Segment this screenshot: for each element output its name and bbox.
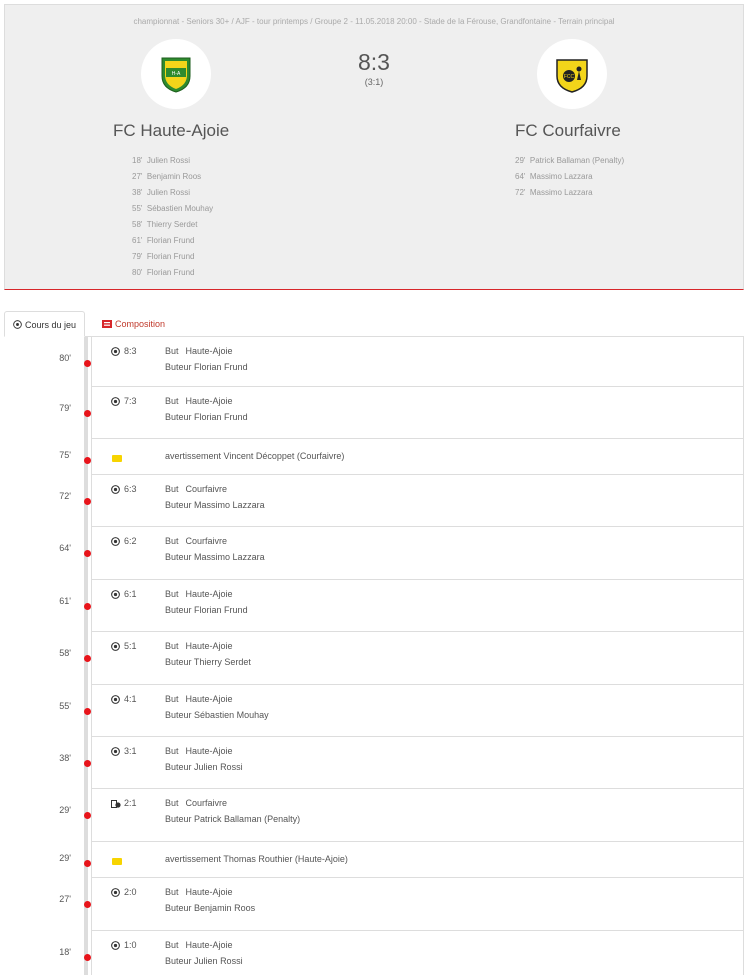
soccer-ball-icon [111,747,120,758]
tab-timeline[interactable] [4,311,85,337]
event-scorer-label: Buteur [165,814,192,824]
scorer-item [132,201,213,217]
event-minute: 29' [59,853,71,863]
timeline-event [59,842,744,878]
event-minute: 80' [59,353,71,363]
event-dot [84,360,91,367]
soccer-ball-icon [111,485,120,496]
event-type: But [165,641,179,651]
event-scorer [165,605,248,615]
scorer-item [132,185,213,201]
event-scorer-label: Buteur [165,552,192,562]
event-dot [84,498,91,505]
event-title [165,798,227,808]
event-title [165,484,227,494]
event-scorer-name[interactable]: Julien Rossi [194,956,243,966]
timeline-event [59,387,744,439]
event-dot [84,860,91,867]
event-scorer-name[interactable]: Thierry Serdet [193,657,251,667]
event-scorer-name[interactable]: Florian Frund [194,412,248,422]
timeline-event [59,439,744,475]
event-scorer-label: Buteur [165,412,192,422]
event-scorer-label: Buteur [165,903,192,913]
scorer-item [132,169,213,185]
event-type: But [165,887,179,897]
match-header [4,4,744,290]
scorer-minute: 79' [132,252,143,261]
match-meta: championnat - Seniors 30+ / AJF - tour printemps / Groupe 2 - 11.05.2018 20:00 - Stade de la Férouse, Grandfontaine - Terrain principal [133,17,615,26]
scorer-name: Massimo Lazzara [529,188,593,197]
tab-timeline-label: Cours du jeu [25,320,77,330]
event-type: But [165,589,179,599]
event-scorer-name[interactable]: Florian Frund [194,362,248,372]
event-title [165,589,233,599]
scorer-minute: 18' [132,156,143,165]
event-minute: 64' [59,543,71,553]
event-scorer [165,956,243,966]
event-team[interactable]: Courfaivre [185,798,228,808]
timeline-event [59,878,744,931]
event-team[interactable]: Haute-Ajoie [185,694,233,704]
scorer-item [515,169,624,185]
event-scorer [165,903,255,913]
event-minute: 38' [59,753,71,763]
scorer-name: Thierry Serdet [146,220,198,229]
event-dot [84,708,91,715]
event-score: 6:2 [124,536,137,546]
event-type: But [165,484,179,494]
event-scorer [165,710,269,720]
lineup-icon [102,312,112,338]
event-scorer-name[interactable]: Massimo Lazzara [194,500,265,510]
event-scorer-label: Buteur [165,500,192,510]
soccer-ball-icon [111,941,120,952]
event-title [165,940,233,950]
event-minute: 29' [59,805,71,815]
timeline-event [59,475,744,527]
event-scorer-label: Buteur [165,956,192,966]
event-minute: 75' [59,450,71,460]
event-scorer-name[interactable]: Sébastien Mouhay [194,710,269,720]
event-dot [84,812,91,819]
event-team[interactable]: Courfaivre [185,536,228,546]
penalty-icon [111,799,121,811]
timeline-event [59,789,744,842]
event-type: But [165,798,179,808]
scorer-item [132,217,213,233]
timeline-event [59,527,744,580]
soccer-ball-icon [111,642,120,653]
event-minute: 72' [59,491,71,501]
scorer-item [132,233,213,249]
scorer-name: Florian Frund [146,236,195,245]
event-score: 4:1 [124,694,137,704]
svg-text:H-A: H-A [171,71,181,77]
event-type: But [165,536,179,546]
event-scorer [165,552,265,562]
event-title [165,641,233,651]
event-score: 8:3 [124,346,137,356]
timeline-event [59,931,744,975]
scorer-item [515,185,624,201]
scorer-minute: 27' [132,172,143,181]
event-team[interactable]: Haute-Ajoie [185,589,233,599]
event-minute: 79' [59,403,71,413]
tab-lineup-label: Composition [115,319,166,329]
event-type: But [165,346,179,356]
scorer-name: Massimo Lazzara [529,172,593,181]
timeline-event [59,337,744,387]
yellow-card-icon [112,858,122,865]
scorer-name: Julien Rossi [146,188,191,197]
timeline-event [59,632,744,685]
event-type: But [165,396,179,406]
event-title [165,536,227,546]
home-team-name[interactable]: FC Haute-Ajoie [113,121,230,140]
event-type: But [165,694,179,704]
event-dot [84,603,91,610]
yellow-card-icon [112,455,122,462]
event-score: 5:1 [124,641,137,651]
timeline-event [59,580,744,632]
event-scorer-name[interactable]: Julien Rossi [194,762,243,772]
event-minute: 61' [59,596,71,606]
event-dot [84,954,91,961]
scorer-minute: 58' [132,220,143,229]
event-team[interactable]: Haute-Ajoie [185,746,233,756]
scorer-name: Florian Frund [146,252,195,261]
event-scorer-name[interactable]: Massimo Lazzara [194,552,265,562]
event-title [165,887,233,897]
event-scorer [165,500,265,510]
event-scorer [165,814,300,824]
event-scorer-label: Buteur [165,362,192,372]
timeline-event [59,737,744,789]
soccer-ball-icon [111,397,120,408]
soccer-ball-icon [13,313,22,339]
final-score: 8:3 [358,49,390,75]
event-scorer [165,362,248,372]
event-scorer-label: Buteur [165,710,192,720]
event-score: 1:0 [124,940,137,950]
scorer-name: Julien Rossi [146,156,191,165]
event-dot [84,760,91,767]
scorer-name: Florian Frund [146,268,195,277]
event-team[interactable]: Courfaivre [185,484,228,494]
event-title [165,694,233,704]
soccer-ball-icon [111,590,120,601]
timeline-event [59,685,744,737]
event-dot [84,655,91,662]
soccer-ball-icon [111,537,120,548]
event-team[interactable]: Haute-Ajoie [185,396,233,406]
event-score: 2:0 [124,887,137,897]
event-scorer [165,762,243,772]
event-scorer-name[interactable]: Benjamin Roos [194,903,256,913]
event-team[interactable]: Haute-Ajoie [185,887,233,897]
event-dot [84,410,91,417]
event-timeline [4,337,744,975]
scorer-minute: 64' [515,172,526,181]
event-scorer-name[interactable]: Florian Frund [194,605,248,615]
scorer-name: Sébastien Mouhay [146,204,214,213]
event-minute: 18' [59,947,71,957]
match-tabs [4,311,744,337]
scorer-name: Benjamin Roos [146,172,202,181]
event-score: 6:1 [124,589,137,599]
away-scorers-list [515,153,624,201]
event-type: But [165,940,179,950]
svg-text:FCC: FCC [563,74,575,80]
event-team[interactable]: Haute-Ajoie [185,641,233,651]
soccer-ball-icon [111,347,120,358]
event-scorer-label: Buteur [165,605,192,615]
scorer-item [132,265,213,281]
scorer-item [515,153,624,169]
event-minute: 58' [59,648,71,658]
scorer-minute: 72' [515,188,526,197]
event-description: avertissement Thomas Routhier (Haute-Ajoie) [165,854,348,864]
event-minute: 55' [59,701,71,711]
event-minute: 27' [59,894,71,904]
soccer-ball-icon [111,695,120,706]
event-scorer [165,412,248,422]
event-title [165,746,233,756]
scorer-item [132,153,213,169]
event-title [165,396,233,406]
event-dot [84,457,91,464]
scorer-minute: 29' [515,156,526,165]
scorer-name: Patrick Ballaman (Penalty) [529,156,625,165]
event-team[interactable]: Haute-Ajoie [185,940,233,950]
scorer-minute: 80' [132,268,143,277]
scorer-minute: 38' [132,188,143,197]
event-team[interactable]: Haute-Ajoie [185,346,233,356]
scorer-minute: 55' [132,204,143,213]
event-score: 7:3 [124,396,137,406]
event-score: 2:1 [124,798,137,808]
halftime-score: (3:1) [364,77,384,87]
event-score: 6:3 [124,484,137,494]
event-description: avertissement Vincent Décoppet (Courfaivre) [165,451,345,461]
tab-lineup[interactable] [94,311,173,337]
event-title [165,346,233,356]
event-dot [84,550,91,557]
home-scorers-list [132,153,213,281]
away-team-name[interactable]: FC Courfaivre [515,121,621,140]
event-type: But [165,746,179,756]
event-scorer-name[interactable]: Patrick Ballaman (Penalty) [194,814,301,824]
scorer-minute: 61' [132,236,143,245]
event-scorer [165,657,251,667]
scorer-item [132,249,213,265]
event-scorer-label: Buteur [165,762,192,772]
event-scorer-label: Buteur [165,657,192,667]
event-dot [84,901,91,908]
event-score: 3:1 [124,746,137,756]
soccer-ball-icon [111,888,120,899]
